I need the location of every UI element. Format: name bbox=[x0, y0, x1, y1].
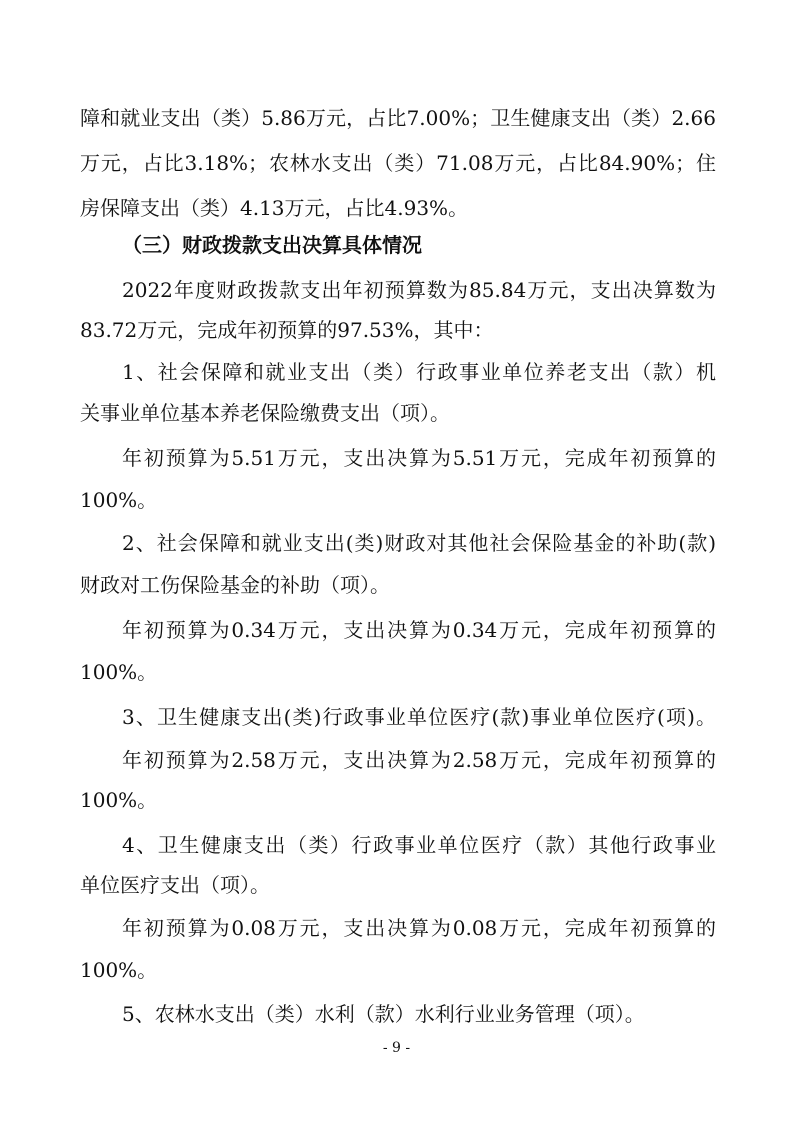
text-line: 2022年度财政拨款支出年初预算数为85.84万元，支出决算数为 bbox=[122, 278, 716, 302]
text-line: 100%。 bbox=[80, 660, 158, 684]
text-line: 财政对工伤保险基金的补助（项）。 bbox=[80, 573, 390, 597]
text-line: 年初预算为2.58万元，支出决算为2.58万元，完成年初预算的 bbox=[122, 748, 716, 772]
text-line: 年初预算为0.08万元，支出决算为0.08万元，完成年初预算的 bbox=[122, 916, 716, 940]
page-number: - 9 - bbox=[382, 1040, 411, 1056]
text-line: 万元，占比3.18%；农林水支出（类）71.08万元，占比84.90%；住 bbox=[80, 151, 716, 175]
text-line: 100%。 bbox=[80, 488, 158, 512]
text-line: 83.72万元，完成年初预算的97.53%，其中： bbox=[80, 318, 494, 342]
section-heading: （三）财政拨款支出决算具体情况 bbox=[122, 233, 422, 257]
text-line: 障和就业支出（类）5.86万元，占比7.00%；卫生健康支出（类）2.66 bbox=[80, 106, 716, 130]
text-line: 年初预算为0.34万元，支出决算为0.34万元，完成年初预算的 bbox=[122, 618, 716, 642]
text-line: 100%。 bbox=[80, 958, 158, 982]
text-line: 3、卫生健康支出(类)行政事业单位医疗(款)事业单位医疗(项)。 bbox=[122, 705, 716, 729]
text-line: 关事业单位基本养老保险缴费支出（项）。 bbox=[80, 401, 450, 425]
text-line: 年初预算为5.51万元，支出决算为5.51万元，完成年初预算的 bbox=[122, 446, 716, 470]
text-line: 5、农林水支出（类）水利（款）水利行业业务管理（项）。 bbox=[122, 1002, 645, 1026]
text-line: 100%。 bbox=[80, 788, 158, 812]
text-line: 单位医疗支出（项）。 bbox=[80, 873, 270, 897]
text-line: 房保障支出（类）4.13万元，占比4.93%。 bbox=[80, 196, 469, 220]
text-line: 2、社会保障和就业支出(类)财政对其他社会保险基金的补助(款) bbox=[122, 531, 716, 555]
text-line: 1、社会保障和就业支出（类）行政事业单位养老支出（款）机 bbox=[122, 360, 716, 384]
text-line: 4、卫生健康支出（类）行政事业单位医疗（款）其他行政事业 bbox=[122, 833, 716, 857]
